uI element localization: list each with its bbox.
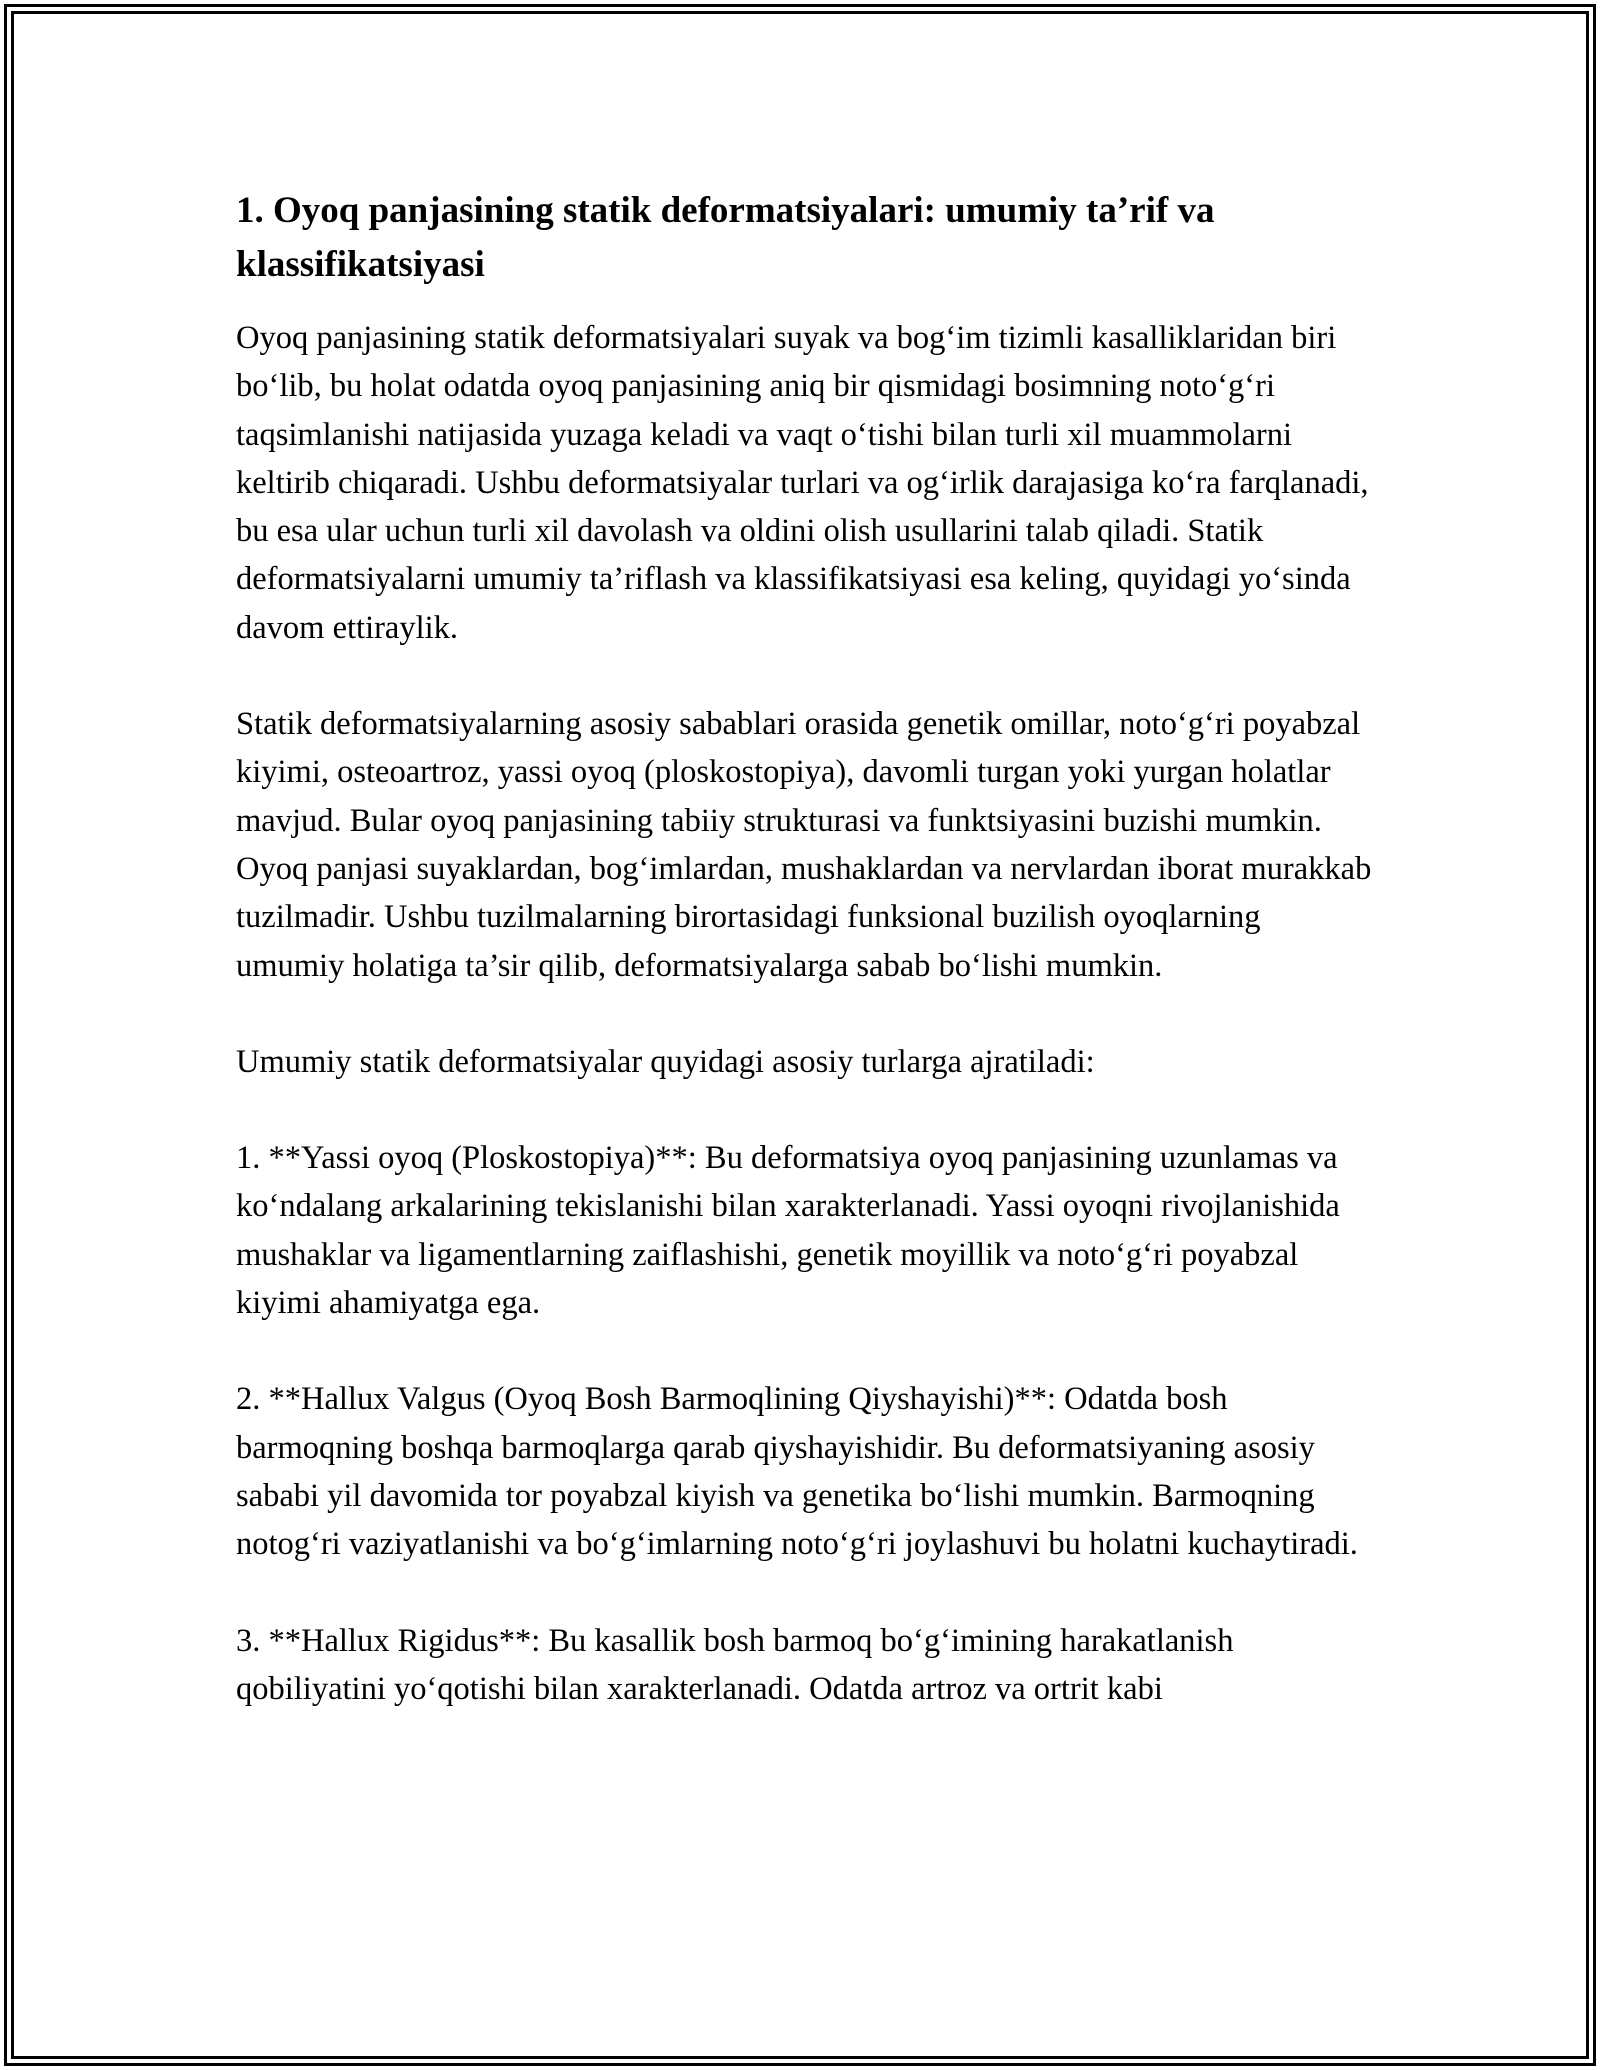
list-item-hallux-valgus: 2. **Hallux Valgus (Oyoq Bosh Barmoqlining Qiyshayishi)**: Odatda bosh barmoqning boshqa barmoqlarga qarab qiyshayishidir. Bu deformatsiyaning asosiy sababi yil davomida tor poyabzal kiyish va genetika bo‘lishi mumkin. Barmoqning notog‘ri vaziyatlanishi va bo‘g‘imlarning noto‘g‘ri joylashuvi bu holatni kuchaytiradi. [236,1381,1358,1563]
section-heading: 1. Oyoq panjasining statik deformatsiyalari: umumiy ta’rif va klassifikatsiyasi [236,190,1215,285]
paragraph-types-intro: Umumiy statik deformatsiyalar quyidagi asosiy turlarga ajratiladi: [236,1043,1095,1080]
list-item-flat-foot: 1. **Yassi oyoq (Ploskostopiya)**: Bu deformatsiya oyoq panjasining uzunlamas va ko‘ndalang arkalarining tekislanishi bilan xarakterlanadi. Yassi oyoqni rivojlanishida mushaklar va ligamentlarning zaiflashishi, genetik moyillik va noto‘g‘ri poyabzal kiyimi ahamiyatga ega. [236,1140,1340,1322]
list-item-hallux-rigidus: 3. **Hallux Rigidus**: Bu kasallik bosh barmoq bo‘g‘imining harakatlanish qobiliyatini yo‘qotishi bilan xarakterlanadi. Odatda artroz va ortrit kabi [236,1622,1234,1707]
paragraph-intro: Oyoq panjasining statik deformatsiyalari suyak va bog‘im tizimli kasalliklaridan biri bo‘lib, bu holat odatda oyoq panjasining aniq bir qismidagi bosimning noto‘g‘ri taqsimlanishi natijasida yuzaga keladi va vaqt o‘tishi bilan turli xil muammolarni keltirib chiqaradi. Ushbu deformatsiyalar turlari va og‘irlik darajasiga ko‘ra farqlanadi, bu esa ular uchun turli xil davolash va oldini olish usullarini talab qiladi. Statik deformatsiyalarni umumiy ta’riflash va klassifikatsiyasi esa keling, quyidagi yo‘sinda davom ettiraylik. [236,320,1369,646]
document-body [236,184,1376,1761]
paragraph-causes: Statik deformatsiyalarning asosiy sabablari orasida genetik omillar, noto‘g‘ri poyabzal kiyimi, osteoartroz, yassi oyoq (ploskostopiya), davomli turgan yoki yurgan holatlar mavjud. Bular oyoq panjasining tabiiy strukturasi va funktsiyasini buzishi mumkin. Oyoq panjasi suyaklardan, bog‘imlardan, mushaklardan va nervlardan iborat murakkab tuzilmadir. Ushbu tuzilmalarning birortasidagi funksional buzilish oyoqlarning umumiy holatiga ta’sir qilib, deformatsiyalarga sabab bo‘lishi mumkin. [236,706,1372,984]
